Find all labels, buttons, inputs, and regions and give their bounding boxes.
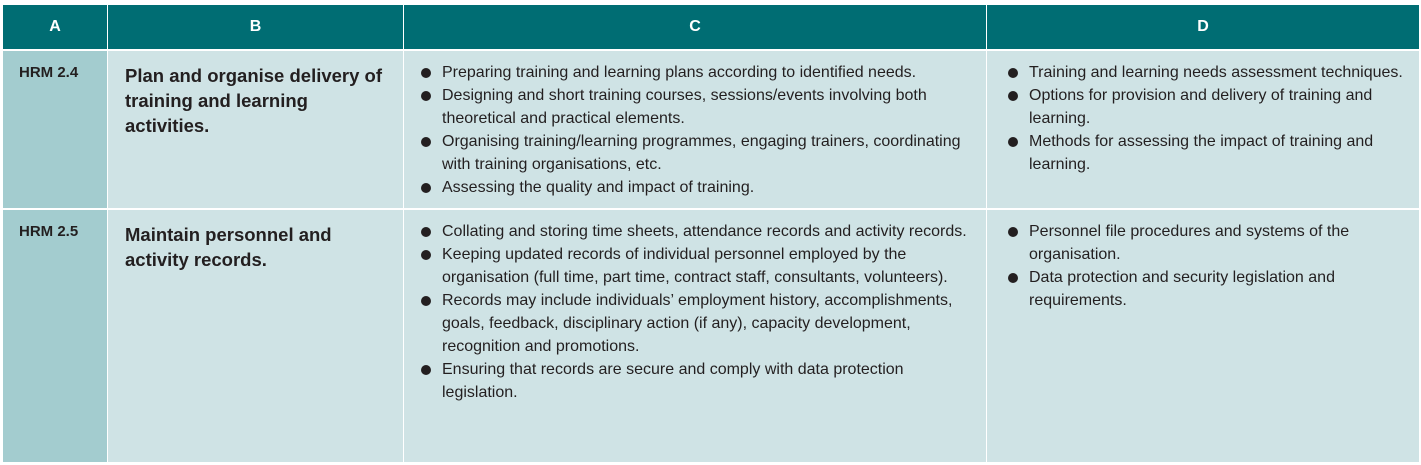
bullet-list	[1005, 61, 1411, 176]
column-header-d: D	[987, 5, 1419, 49]
bullet-list	[418, 61, 978, 199]
list-item: Options for provision and delivery of training and learning.	[1005, 84, 1411, 130]
list-item: Organising training/learning programmes, engaging trainers, coordinating with training organisations, etc.	[418, 130, 978, 176]
list-item: Data protection and security legislation and requirements.	[1005, 266, 1411, 312]
row-title: Maintain personnel and activity records.	[108, 210, 403, 462]
row-performance-criteria	[404, 210, 986, 462]
row-title: Plan and organise delivery of training and learning activities.	[108, 51, 403, 208]
column-header-c: C	[404, 5, 986, 49]
list-item: Collating and storing time sheets, attendance records and activity records.	[418, 220, 978, 243]
column-header-b: B	[108, 5, 403, 49]
list-item: Preparing training and learning plans according to identified needs.	[418, 61, 978, 84]
list-item: Assessing the quality and impact of training.	[418, 176, 978, 199]
list-item: Designing and short training courses, sessions/events involving both theoretical and practical elements.	[418, 84, 978, 130]
bullet-list	[418, 220, 978, 404]
list-item: Personnel file procedures and systems of the organisation.	[1005, 220, 1411, 266]
list-item: Ensuring that records are secure and comply with data protection legislation.	[418, 358, 978, 404]
row-knowledge	[987, 210, 1419, 462]
bullet-list	[1005, 220, 1411, 312]
list-item: Training and learning needs assessment techniques.	[1005, 61, 1411, 84]
row-performance-criteria	[404, 51, 986, 208]
row-knowledge	[987, 51, 1419, 208]
row-code: HRM 2.4	[3, 51, 107, 208]
list-item: Records may include individuals’ employment history, accomplishments, goals, feedback, disciplinary action (if any), capacity development, recognition and promotions.	[418, 289, 978, 358]
list-item: Keeping updated records of individual personnel employed by the organisation (full time, part time, contract staff, consultants, volunteers).	[418, 243, 978, 289]
list-item: Methods for assessing the impact of training and learning.	[1005, 130, 1411, 176]
competency-table	[3, 5, 1418, 462]
column-header-a: A	[3, 5, 107, 49]
row-code: HRM 2.5	[3, 210, 107, 462]
